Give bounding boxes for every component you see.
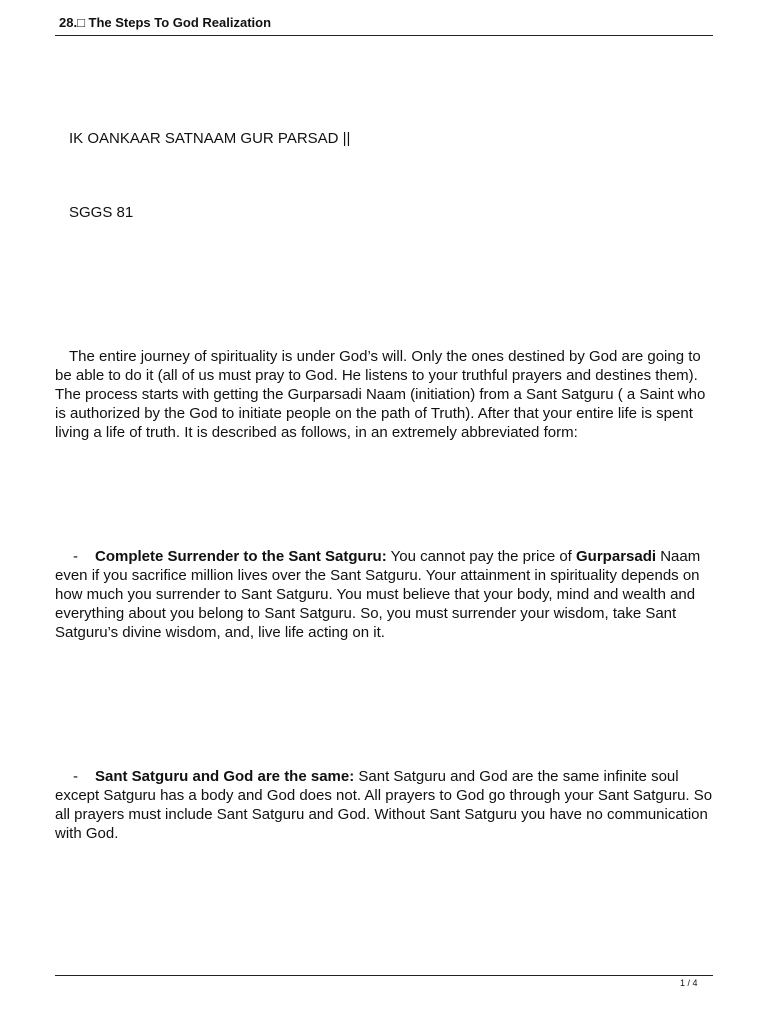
- step-text: You cannot pay the price of: [386, 548, 577, 565]
- invocation-line: IK OANKAAR SATNAAM GUR PARSAD ||: [69, 130, 351, 147]
- step-heading: Sant Satguru and God are the same:: [95, 768, 355, 785]
- scripture-reference: SGGS 81: [69, 204, 134, 221]
- footer-divider: [55, 975, 713, 976]
- intro-text: The entire journey of spirituality is under God’s will. Only the ones destined by God are going to be able to do it (all of us must pray to God. He listens to your truthful prayers and destines them). The process starts with getting the Gurparsadi Naam (initiation) from a Sant Satguru ( a Saint who is authorized by the God to initiate people on the path of Truth). After that your entire life is spent living a life of truth. It is described as follows, in an extremely abbreviated form:: [55, 348, 706, 441]
- step-satguru-god-same: [55, 767, 715, 843]
- step-heading: Complete Surrender to the Sant Satguru:: [95, 548, 387, 565]
- step-text: Naam even if you sacrifice million lives over the Sant Satguru. Your attainment in spirituality depends on how much you surrender to Sant Satguru. You must believe that your body, mind and wealth and everything about you belong to Sant Satguru. So, you must surrender your wisdom, take Sant Satguru’s divine wisdom, and, live life acting on it.: [55, 548, 701, 641]
- bullet-marker: -: [73, 548, 78, 565]
- step-emphasis: Gurparsadi: [576, 548, 657, 565]
- header-divider: [55, 35, 713, 36]
- intro-paragraph: [55, 347, 715, 442]
- bullet-marker: -: [73, 768, 78, 785]
- step-surrender: [55, 547, 715, 642]
- page-number: 1 / 4: [680, 978, 698, 988]
- step-text: Sant Satguru and God are the same infinite soul except Satguru has a body and God does not. All prayers to God go through your Sant Satguru. So all prayers must include Sant Satguru and God. Without Sant Satguru you have no communication with God.: [55, 768, 713, 842]
- page-header-title: 28.□ The Steps To God Realization: [59, 15, 272, 30]
